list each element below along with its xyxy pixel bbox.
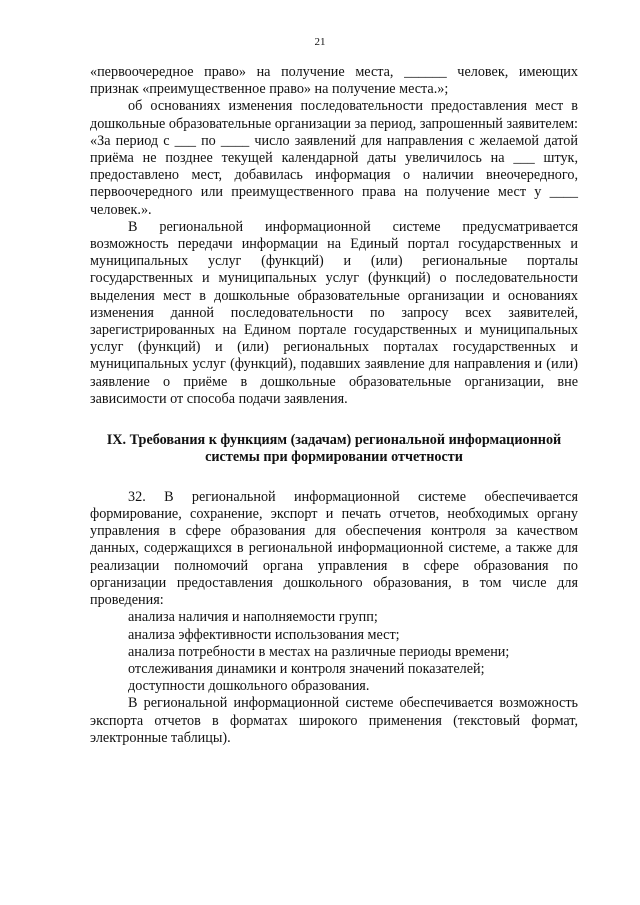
document-body [90,64,578,747]
list-item: доступности дошкольного образования. [128,678,370,695]
page-number: 21 [314,36,326,48]
paragraph-queue-change-grounds: об основаниях изменения последовательности предоставления мест в дошкольные образовательные организации за период, запрошенный заявителем: «За период с ___ по ____ число заявлений для направления с желаемой датой приёма не позднее текущей календарной даты увеличилось на ___ штук, предоставлено мест, добавилась информация о наличии внеочередного, первоочередного или преимущественного права на получение мест у ____ человек.». [90,98,578,218]
list-item: анализа наличия и наполняемости групп; [128,609,378,626]
list-item: анализа потребности в местах на различные периоды времени; [128,643,510,660]
section-heading-line-1: IX. Требования к функциям (задачам) региональной информационной [106,432,562,449]
section-heading [90,432,578,467]
paragraph-first-priority: «первоочередное право» на получение места, ______ человек, имеющих признак «преимущественное право» на получение места.»; [90,64,578,98]
list-item: отслеживания динамики и контроля значений показателей; [128,660,485,677]
paragraph-32: 32. В региональной информационной системе обеспечивается формирование, сохранение, экспорт и печать отчетов, необходимых органу управления в сфере образования для обеспечения контроля за качеством данных, содержащихся в региональной информационной системе, а также для реализации полномочий органа управления в сфере образования по организации предоставления дошкольного образования, в том числе для проведения: [90,488,578,609]
list-item: анализа эффективности использования мест; [128,626,400,643]
paragraph-portal-transfer: В региональной информационной системе предусматривается возможность передачи информации на Единый портал государственных и муниципальных услуг (функций) и (или) региональные порталы государственных и муниципальных услуг (функций) о последовательности выделения мест в дошкольные образовательные организации и основаниях изменения данной последовательности по запросу всех заявителей, зарегистрированных на Едином портале государственных и муниципальных услуг (функций) и (или) региональных порталах государственных и муниципальных услуг (функций), подавших заявление для направления и (или) заявление о приёме в дошкольные образовательные организации, вне зависимости от способа подачи заявления. [90,218,578,407]
section-heading-line-2: системы при формировании отчетности [205,449,463,466]
paragraph-export-formats: В региональной информационной системе обеспечивается возможность экспорта отчетов в форматах широкого применения (текстовый формат, электронные таблицы). [90,695,578,746]
